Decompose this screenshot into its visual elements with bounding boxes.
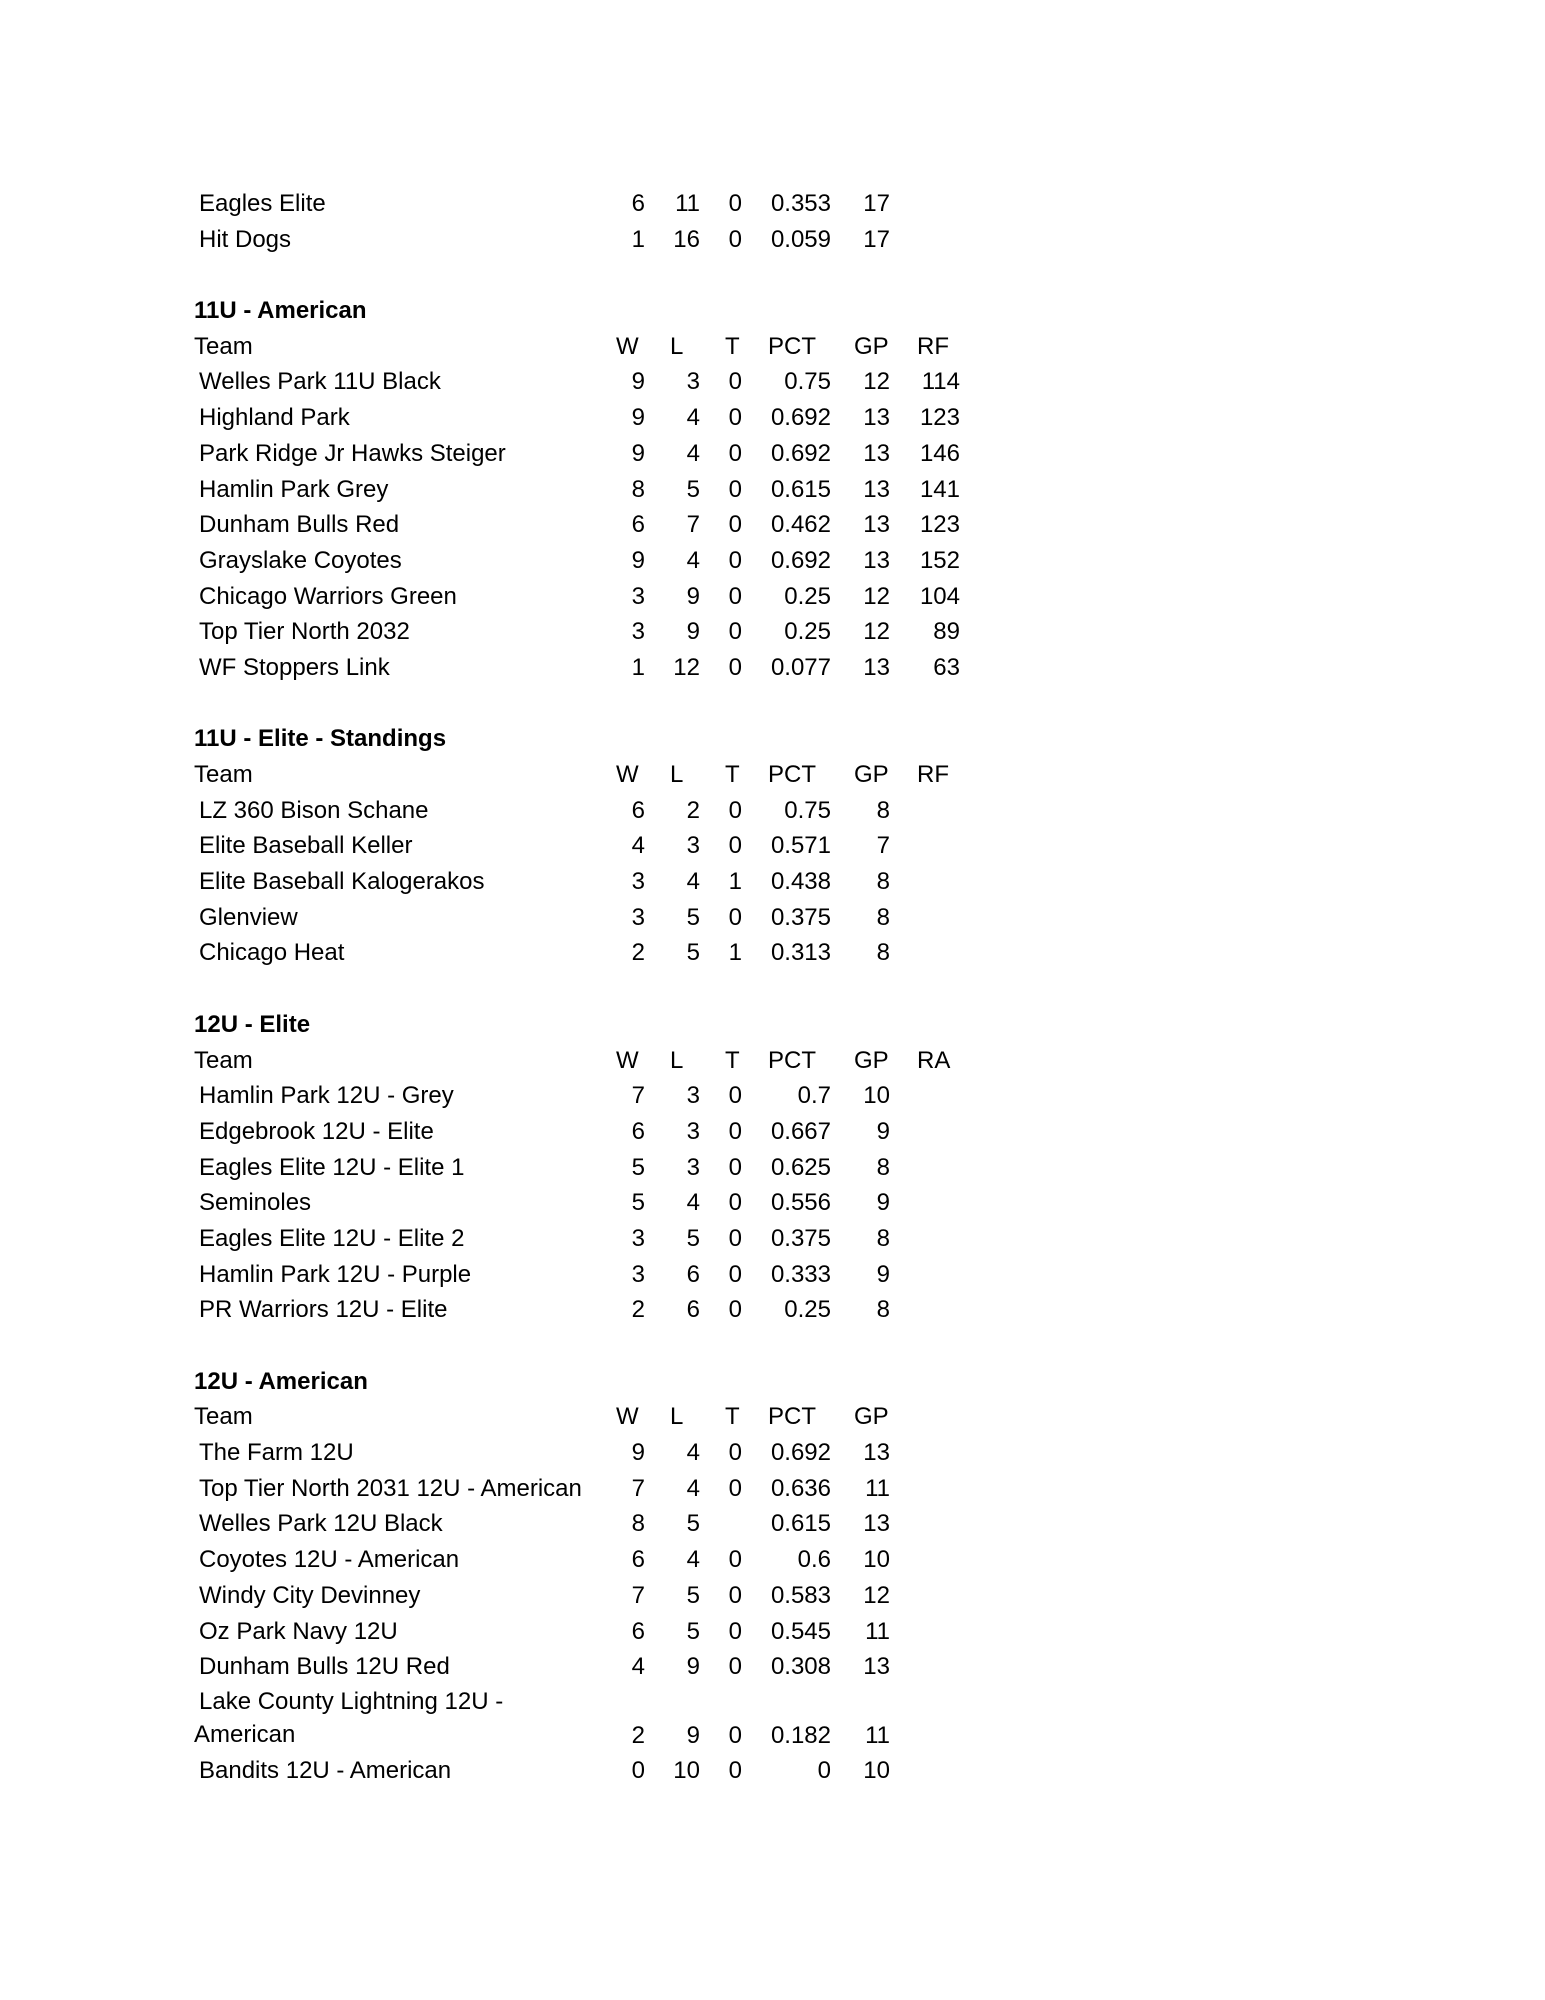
- stat-pct: 0.353: [770, 190, 831, 217]
- stat-extra: 89: [933, 618, 960, 646]
- section-title: 12U - American: [194, 1367, 368, 1395]
- stat-extra: 123: [919, 404, 960, 432]
- stat-t: 0: [728, 1153, 742, 1181]
- stat-gp: 9: [876, 1117, 890, 1145]
- stat-t: 0: [728, 582, 742, 610]
- stat-l: 4: [686, 546, 700, 574]
- stat-extra: 152: [919, 546, 960, 574]
- stat-t: 0: [728, 368, 742, 396]
- team-name: Grayslake Coyotes: [199, 546, 402, 574]
- team-name: Coyotes 12U - American: [199, 1546, 460, 1574]
- column-header-row: [0, 1043, 1545, 1079]
- header-extra: RF: [917, 761, 949, 788]
- stat-l: 4: [686, 439, 700, 467]
- stat-w: 6: [631, 796, 645, 824]
- table-row: [0, 400, 1545, 436]
- stat-l: 11: [675, 190, 700, 217]
- stat-l: 16: [673, 225, 700, 253]
- stat-pct: 0.615: [770, 1510, 831, 1538]
- stat-w: 2: [631, 1721, 645, 1749]
- stat-l: 5: [686, 1510, 700, 1538]
- table-row: [0, 1471, 1545, 1507]
- stat-pct: 0.625: [770, 1153, 831, 1181]
- table-row: [0, 793, 1545, 829]
- table-row: [0, 1435, 1545, 1471]
- stat-gp: 17: [863, 190, 890, 217]
- team-name: Hamlin Park 12U - Purple: [199, 1260, 472, 1288]
- stat-gp: 8: [876, 939, 890, 967]
- stat-gp: 13: [863, 439, 890, 467]
- stat-t: 0: [728, 1439, 742, 1467]
- table-row: [0, 543, 1545, 579]
- stat-gp: 17: [863, 225, 890, 253]
- table-row: [0, 1185, 1545, 1221]
- stat-t: 1: [728, 868, 742, 896]
- team-name: Chicago Heat: [199, 939, 345, 967]
- column-header-row: [0, 1399, 1545, 1435]
- stat-l: 7: [686, 511, 700, 539]
- header-team: Team: [194, 332, 253, 360]
- header-l: L: [670, 761, 684, 788]
- stat-pct: 0.7: [797, 1082, 831, 1110]
- section-title-row: [0, 1007, 1545, 1043]
- team-name: Hamlin Park 12U - Grey: [199, 1082, 454, 1110]
- team-name: The Farm 12U: [199, 1439, 354, 1467]
- header-l: L: [670, 332, 684, 360]
- section-spacer: [0, 971, 1545, 1007]
- stat-extra: 114: [921, 368, 960, 396]
- stat-w: 7: [631, 1581, 645, 1609]
- stat-t: 0: [728, 1617, 742, 1645]
- stat-w: 7: [631, 1082, 645, 1110]
- stat-pct: 0.462: [770, 511, 831, 539]
- stat-pct: 0.059: [770, 225, 831, 253]
- stat-w: 9: [631, 1439, 645, 1467]
- table-row: [0, 1542, 1545, 1578]
- stat-t: 0: [728, 546, 742, 574]
- table-row: [0, 507, 1545, 543]
- stat-extra: 141: [919, 475, 960, 503]
- stat-gp: 8: [876, 1224, 890, 1252]
- column-header-row: [0, 757, 1545, 793]
- table-row: [0, 828, 1545, 864]
- stat-pct: 0.571: [770, 832, 831, 860]
- stat-gp: 12: [863, 1581, 890, 1609]
- header-gp: GP: [854, 1403, 889, 1431]
- stat-gp: 13: [863, 475, 890, 503]
- table-row: [0, 1292, 1545, 1328]
- header-l: L: [670, 1046, 684, 1074]
- stat-gp: 13: [863, 1653, 890, 1681]
- stat-gp: 13: [863, 1510, 890, 1538]
- stat-w: 3: [631, 618, 645, 646]
- team-name: Seminoles: [199, 1189, 312, 1217]
- stat-pct: 0.556: [770, 1189, 831, 1217]
- section-spacer: [0, 686, 1545, 722]
- table-row: [0, 1114, 1545, 1150]
- stat-gp: 8: [876, 1153, 890, 1181]
- stat-w: 7: [631, 1474, 645, 1502]
- column-header-row: [0, 329, 1545, 365]
- stat-gp: 13: [863, 1439, 890, 1467]
- stat-w: 1: [631, 225, 645, 253]
- stat-pct: 0.308: [770, 1653, 831, 1681]
- stat-l: 5: [686, 939, 700, 967]
- stat-gp: 8: [876, 903, 890, 931]
- stat-t: 0: [728, 832, 742, 860]
- team-name: Welles Park 11U Black: [199, 368, 441, 396]
- team-name: Dunham Bulls 12U Red: [199, 1653, 450, 1681]
- team-name: Glenview: [199, 903, 298, 931]
- stat-l: 2: [686, 796, 700, 824]
- team-name: Eagles Elite 12U - Elite 2: [199, 1224, 465, 1252]
- stat-l: 9: [686, 1653, 700, 1681]
- stat-gp: 8: [876, 1296, 890, 1324]
- stat-pct: 0.692: [770, 1439, 831, 1467]
- section-title-row: [0, 721, 1545, 757]
- team-name: LZ 360 Bison Schane: [199, 796, 429, 824]
- stat-w: 3: [631, 1224, 645, 1252]
- stat-gp: 13: [863, 653, 890, 681]
- stat-pct: 0.75: [784, 796, 831, 824]
- stat-t: 0: [728, 1546, 742, 1574]
- table-row: [0, 614, 1545, 650]
- stat-gp: 13: [863, 511, 890, 539]
- stat-t: 0: [728, 225, 742, 253]
- stat-gp: 8: [876, 796, 890, 824]
- stat-w: 6: [631, 1617, 645, 1645]
- table-row: [0, 436, 1545, 472]
- stat-t: 0: [728, 404, 742, 432]
- stat-t: 0: [728, 903, 742, 931]
- stat-pct: 0.636: [770, 1474, 831, 1502]
- stat-t: 0: [728, 1189, 742, 1217]
- stat-t: 1: [728, 939, 742, 967]
- stat-l: 4: [686, 868, 700, 896]
- stat-w: 9: [631, 546, 645, 574]
- stat-pct: 0: [817, 1756, 831, 1784]
- header-t: T: [725, 1403, 740, 1431]
- stat-w: 2: [631, 1296, 645, 1324]
- table-row: [0, 364, 1545, 400]
- team-name: Hit Dogs: [199, 225, 292, 253]
- stat-w: 4: [631, 832, 645, 860]
- stat-pct: 0.077: [770, 653, 831, 681]
- stat-l: 4: [686, 1546, 700, 1574]
- stat-extra: 104: [919, 582, 960, 610]
- stat-t: 0: [728, 1117, 742, 1145]
- team-name-line: Lake County Lightning 12U -: [199, 1687, 504, 1715]
- table-row: [0, 1078, 1545, 1114]
- header-t: T: [725, 1046, 740, 1074]
- header-team: Team: [194, 761, 253, 788]
- stat-l: 5: [686, 475, 700, 503]
- stat-pct: 0.333: [770, 1260, 831, 1288]
- stat-w: 6: [631, 511, 645, 539]
- team-name: Eagles Elite 12U - Elite 1: [199, 1153, 465, 1181]
- team-name: Oz Park Navy 12U: [199, 1617, 398, 1645]
- stat-l: 9: [686, 582, 700, 610]
- stat-extra: 63: [933, 653, 960, 681]
- stat-pct: 0.6: [797, 1546, 831, 1574]
- stat-w: 3: [631, 582, 645, 610]
- stat-gp: 13: [863, 546, 890, 574]
- stat-w: 9: [631, 368, 645, 396]
- stat-pct: 0.692: [770, 546, 831, 574]
- stat-t: 0: [728, 1581, 742, 1609]
- table-row: [0, 579, 1545, 615]
- header-pct: PCT: [768, 1046, 816, 1074]
- team-name: Hamlin Park Grey: [199, 475, 389, 503]
- stat-pct: 0.615: [770, 475, 831, 503]
- section-title: 12U - Elite: [194, 1010, 311, 1038]
- team-name: Welles Park 12U Black: [199, 1510, 443, 1538]
- stat-w: 3: [631, 903, 645, 931]
- stat-pct: 0.667: [770, 1117, 831, 1145]
- team-name: Dunham Bulls Red: [199, 511, 400, 539]
- stat-gp: 11: [865, 1617, 890, 1645]
- team-name: Top Tier North 2031 12U - American: [199, 1474, 582, 1502]
- stat-pct: 0.25: [784, 582, 831, 610]
- header-pct: PCT: [768, 1403, 816, 1431]
- stat-gp: 12: [863, 618, 890, 646]
- header-l: L: [670, 1403, 684, 1431]
- table-row: [0, 1753, 1545, 1789]
- team-name: Highland Park: [199, 404, 350, 432]
- stat-l: 4: [686, 1439, 700, 1467]
- stat-t: 0: [728, 190, 742, 217]
- header-t: T: [725, 332, 740, 360]
- stat-pct: 0.375: [770, 903, 831, 931]
- team-name: Top Tier North 2032: [199, 618, 410, 646]
- section-title-row: [0, 1364, 1545, 1400]
- team-name: Edgebrook 12U - Elite: [199, 1117, 434, 1145]
- table-row: [0, 935, 1545, 971]
- header-extra: RF: [917, 332, 949, 360]
- stat-w: 6: [631, 1546, 645, 1574]
- table-row: [0, 1257, 1545, 1293]
- header-gp: GP: [854, 761, 889, 788]
- stat-t: 0: [728, 1082, 742, 1110]
- stat-pct: 0.313: [770, 939, 831, 967]
- section-spacer: [0, 257, 1545, 293]
- stat-gp: 11: [865, 1474, 890, 1502]
- header-pct: PCT: [768, 761, 816, 788]
- table-row: [0, 472, 1545, 508]
- header-w: W: [616, 1403, 639, 1431]
- stat-w: 0: [631, 1756, 645, 1784]
- stat-gp: 10: [863, 1082, 890, 1110]
- stat-pct: 0.583: [770, 1581, 831, 1609]
- stat-pct: 0.182: [770, 1721, 831, 1749]
- section-title: 11U - Elite - Standings: [194, 725, 447, 753]
- stat-l: 5: [686, 1581, 700, 1609]
- stat-l: 9: [686, 618, 700, 646]
- stat-w: 8: [631, 1510, 645, 1538]
- stat-t: 0: [728, 1474, 742, 1502]
- team-name: PR Warriors 12U - Elite: [199, 1296, 448, 1324]
- stat-pct: 0.692: [770, 404, 831, 432]
- header-w: W: [616, 761, 639, 788]
- stat-w: 5: [631, 1153, 645, 1181]
- stat-l: 5: [686, 1617, 700, 1645]
- table-row: [0, 900, 1545, 936]
- team-name: [194, 1685, 579, 1751]
- stat-t: 0: [728, 1756, 742, 1784]
- section-title-row: [0, 293, 1545, 329]
- stat-w: 4: [631, 1653, 645, 1681]
- stat-w: 9: [631, 404, 645, 432]
- header-w: W: [616, 332, 639, 360]
- table-row: [0, 1221, 1545, 1257]
- team-name: WF Stoppers Link: [199, 653, 390, 681]
- stat-t: 0: [728, 475, 742, 503]
- stat-extra: 123: [919, 511, 960, 539]
- stat-w: 9: [631, 439, 645, 467]
- header-gp: GP: [854, 1046, 889, 1074]
- stat-pct: 0.438: [770, 868, 831, 896]
- header-gp: GP: [854, 332, 889, 360]
- team-name: Bandits 12U - American: [199, 1756, 452, 1784]
- stat-l: 4: [686, 1474, 700, 1502]
- stat-extra: 146: [919, 439, 960, 467]
- team-name: Windy City Devinney: [199, 1581, 421, 1609]
- stat-l: 3: [686, 1082, 700, 1110]
- stat-l: 3: [686, 368, 700, 396]
- stat-w: 1: [631, 653, 645, 681]
- stat-l: 6: [686, 1296, 700, 1324]
- stat-gp: 13: [863, 404, 890, 432]
- stat-t: 0: [728, 511, 742, 539]
- stat-gp: 12: [863, 582, 890, 610]
- stat-gp: 12: [863, 368, 890, 396]
- stat-l: 5: [686, 1224, 700, 1252]
- table-row: [0, 650, 1545, 686]
- table-row: [0, 1685, 1545, 1753]
- stat-t: 0: [728, 1653, 742, 1681]
- stat-t: 0: [728, 618, 742, 646]
- table-row: [0, 186, 1545, 222]
- team-name: Elite Baseball Keller: [199, 832, 413, 860]
- team-name: Chicago Warriors Green: [199, 582, 457, 610]
- stat-w: 3: [631, 1260, 645, 1288]
- stat-t: 0: [728, 1224, 742, 1252]
- stat-l: 9: [686, 1721, 700, 1749]
- section-spacer: [0, 1328, 1545, 1364]
- table-row: [0, 1614, 1545, 1650]
- stat-t: 0: [728, 1260, 742, 1288]
- team-name: Eagles Elite: [199, 190, 326, 217]
- stat-l: 6: [686, 1260, 700, 1288]
- team-name-line: American: [194, 1720, 296, 1748]
- stat-gp: 10: [863, 1756, 890, 1784]
- stat-w: 2: [631, 939, 645, 967]
- table-row: [0, 1150, 1545, 1186]
- stat-l: 3: [686, 832, 700, 860]
- standings-sheet: [0, 186, 1545, 1789]
- stat-pct: 0.25: [784, 1296, 831, 1324]
- stat-gp: 7: [876, 832, 890, 860]
- stat-w: 3: [631, 868, 645, 896]
- table-row: [0, 1578, 1545, 1614]
- stat-t: 0: [728, 1296, 742, 1324]
- stat-gp: 9: [876, 1189, 890, 1217]
- stat-w: 6: [631, 190, 645, 217]
- stat-pct: 0.692: [770, 439, 831, 467]
- header-t: T: [725, 761, 740, 788]
- header-team: Team: [194, 1403, 253, 1431]
- stat-l: 10: [673, 1756, 700, 1784]
- stat-pct: 0.25: [784, 618, 831, 646]
- stat-t: 0: [728, 653, 742, 681]
- stat-gp: 8: [876, 868, 890, 896]
- table-row: [0, 1649, 1545, 1685]
- stat-gp: 10: [863, 1546, 890, 1574]
- table-row: [0, 864, 1545, 900]
- stat-gp: 9: [876, 1260, 890, 1288]
- stat-l: 3: [686, 1153, 700, 1181]
- header-w: W: [616, 1046, 639, 1074]
- header-pct: PCT: [768, 332, 816, 360]
- table-row: [0, 1506, 1545, 1542]
- stat-w: 8: [631, 475, 645, 503]
- header-extra: RA: [917, 1046, 951, 1074]
- stat-pct: 0.545: [770, 1617, 831, 1645]
- stat-l: 5: [686, 903, 700, 931]
- stat-l: 3: [686, 1117, 700, 1145]
- stat-t: 0: [728, 439, 742, 467]
- stat-l: 12: [673, 653, 700, 681]
- header-team: Team: [194, 1046, 253, 1074]
- stat-l: 4: [686, 404, 700, 432]
- stat-t: 0: [728, 1721, 742, 1749]
- stat-t: 0: [728, 796, 742, 824]
- team-name: Elite Baseball Kalogerakos: [199, 868, 485, 896]
- stat-gp: 11: [865, 1721, 890, 1749]
- stat-w: 5: [631, 1189, 645, 1217]
- section-title: 11U - American: [194, 297, 367, 325]
- table-row: [0, 222, 1545, 258]
- stat-pct: 0.75: [784, 368, 831, 396]
- team-name: Park Ridge Jr Hawks Steiger: [199, 439, 506, 467]
- stat-pct: 0.375: [770, 1224, 831, 1252]
- stat-w: 6: [631, 1117, 645, 1145]
- stat-l: 4: [686, 1189, 700, 1217]
